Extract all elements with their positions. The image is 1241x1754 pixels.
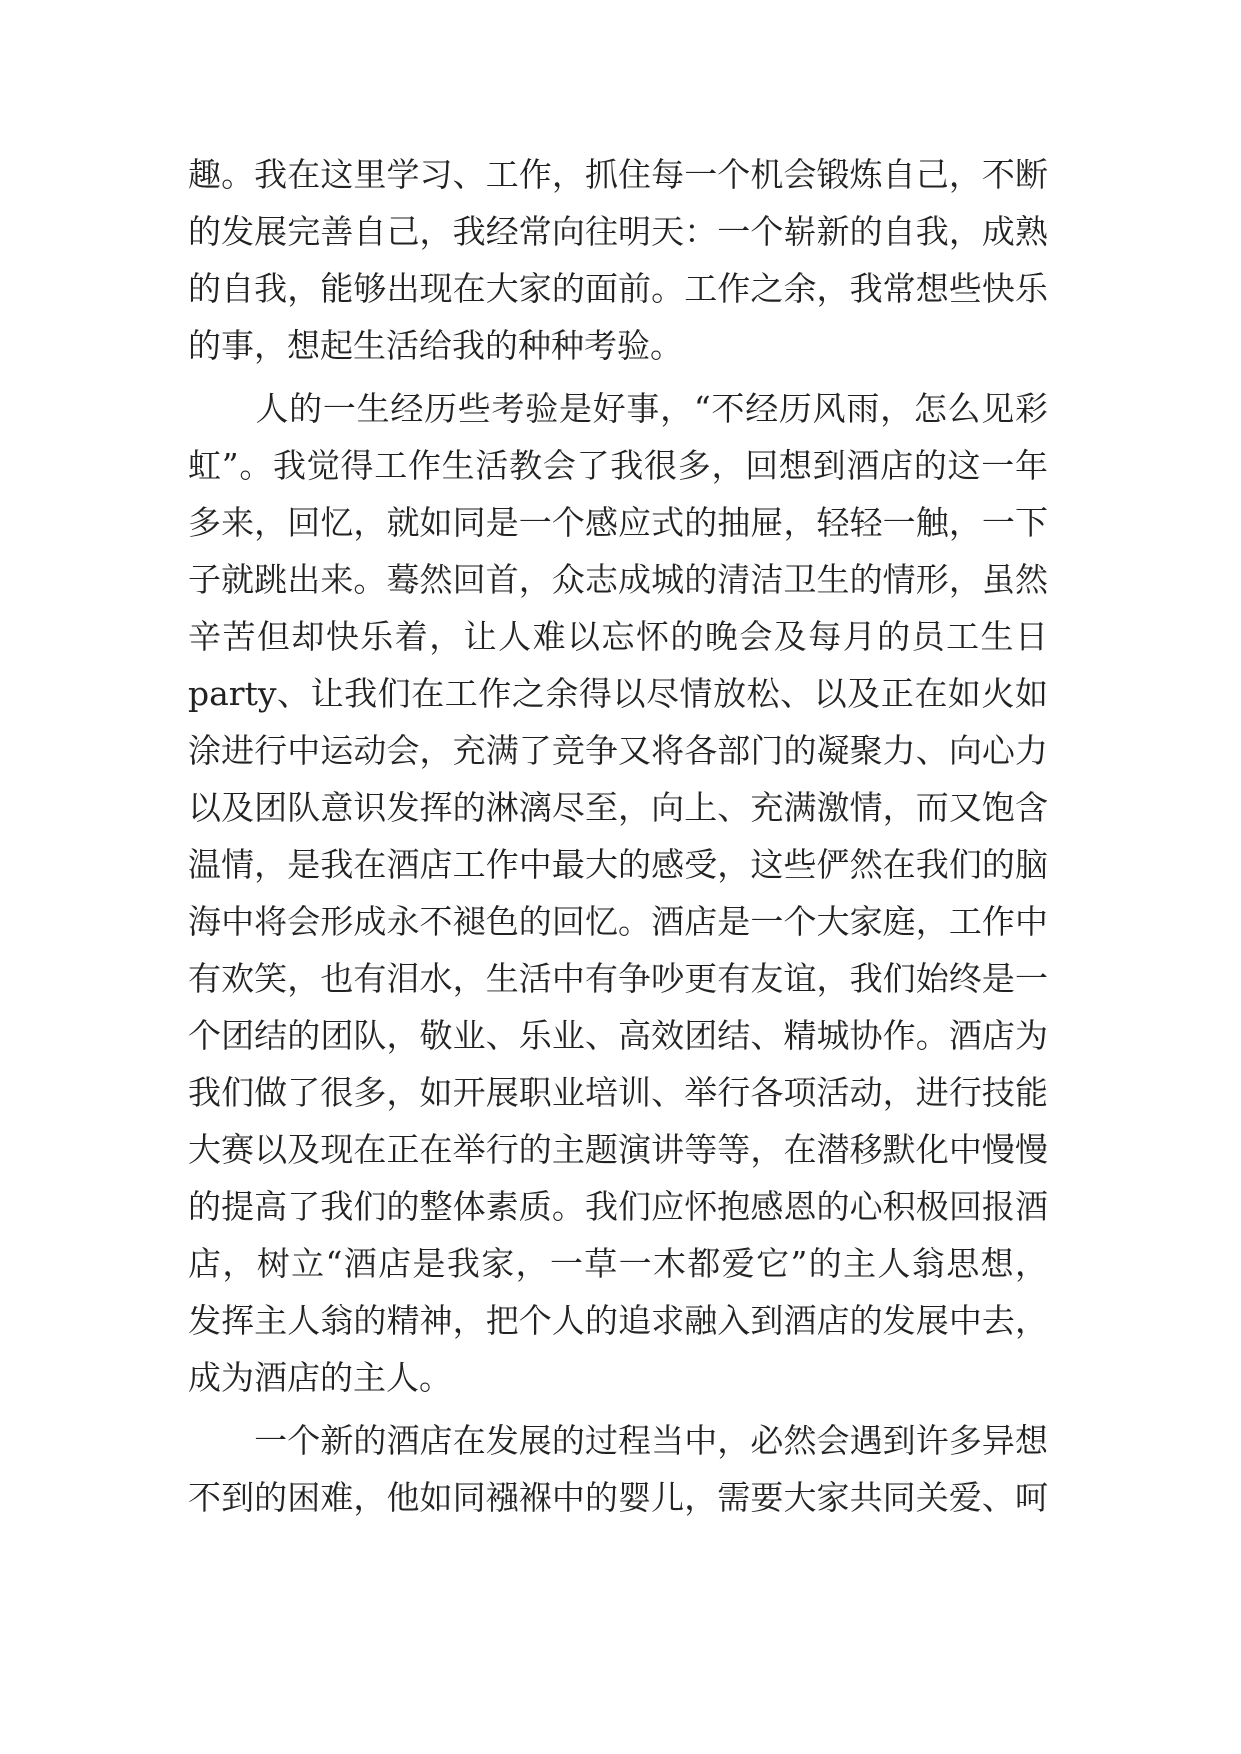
text-line: 海中将会形成永不褪色的回忆。酒店是一个大家庭，工作中 <box>188 902 1048 941</box>
text-line: 我们做了很多，如开展职业培训、举行各项活动，进行技能 <box>188 1073 1048 1112</box>
text-line: 子就跳出来。蓦然回首，众志成城的清洁卫生的情形，虽然 <box>188 560 1048 599</box>
text-line: 的提高了我们的整体素质。我们应怀抱感恩的心积极回报酒 <box>188 1187 1048 1226</box>
text-line: party、让我们在工作之余得以尽情放松、以及正在如火如 <box>188 674 1048 713</box>
text-line: 店，树立“酒店是我家，一草一木都爱它”的主人翁思想， <box>188 1244 1048 1283</box>
text-line: 趣。我在这里学习、工作，抓住每一个机会锻炼自己，不断 <box>188 155 1048 194</box>
text-line: 辛苦但却快乐着，让人难以忘怀的晚会及每月的员工生日 <box>188 617 1048 656</box>
text-line: 涂进行中运动会，充满了竞争又将各部门的凝聚力、向心力 <box>188 731 1048 770</box>
text-line: 的自我，能够出现在大家的面前。工作之余，我常想些快乐 <box>188 269 1048 308</box>
text-line: 一个新的酒店在发展的过程当中，必然会遇到许多异想 <box>188 1421 1048 1460</box>
text-line: 多来，回忆，就如同是一个感应式的抽屉，轻轻一触，一下 <box>188 503 1048 542</box>
text-line: 个团结的团队，敬业、乐业、高效团结、精城协作。酒店为 <box>188 1016 1048 1055</box>
text-line: 成为酒店的主人。 <box>188 1358 452 1397</box>
text-line: 有欢笑，也有泪水，生活中有争吵更有友谊，我们始终是一 <box>188 959 1048 998</box>
text-line: 虹”。我觉得工作生活教会了我很多，回想到酒店的这一年 <box>188 446 1048 485</box>
text-line: 温情，是我在酒店工作中最大的感受，这些俨然在我们的脑 <box>188 845 1048 884</box>
text-line: 以及团队意识发挥的淋漓尽至，向上、充满激情，而又饱含 <box>188 788 1048 827</box>
text-line: 的事，想起生活给我的种种考验。 <box>188 326 683 365</box>
text-line: 大赛以及现在正在举行的主题演讲等等，在潜移默化中慢慢 <box>188 1130 1048 1169</box>
text-line: 的发展完善自己，我经常向往明天：一个崭新的自我，成熟 <box>188 212 1048 251</box>
text-line: 发挥主人翁的精神，把个人的追求融入到酒店的发展中去， <box>188 1301 1048 1340</box>
text-line: 不到的困难，他如同襁褓中的婴儿，需要大家共同关爱、呵 <box>188 1478 1048 1517</box>
body-text <box>188 146 1048 1526</box>
text-line: 人的一生经历些考验是好事，“不经历风雨，怎么见彩 <box>188 389 1048 428</box>
